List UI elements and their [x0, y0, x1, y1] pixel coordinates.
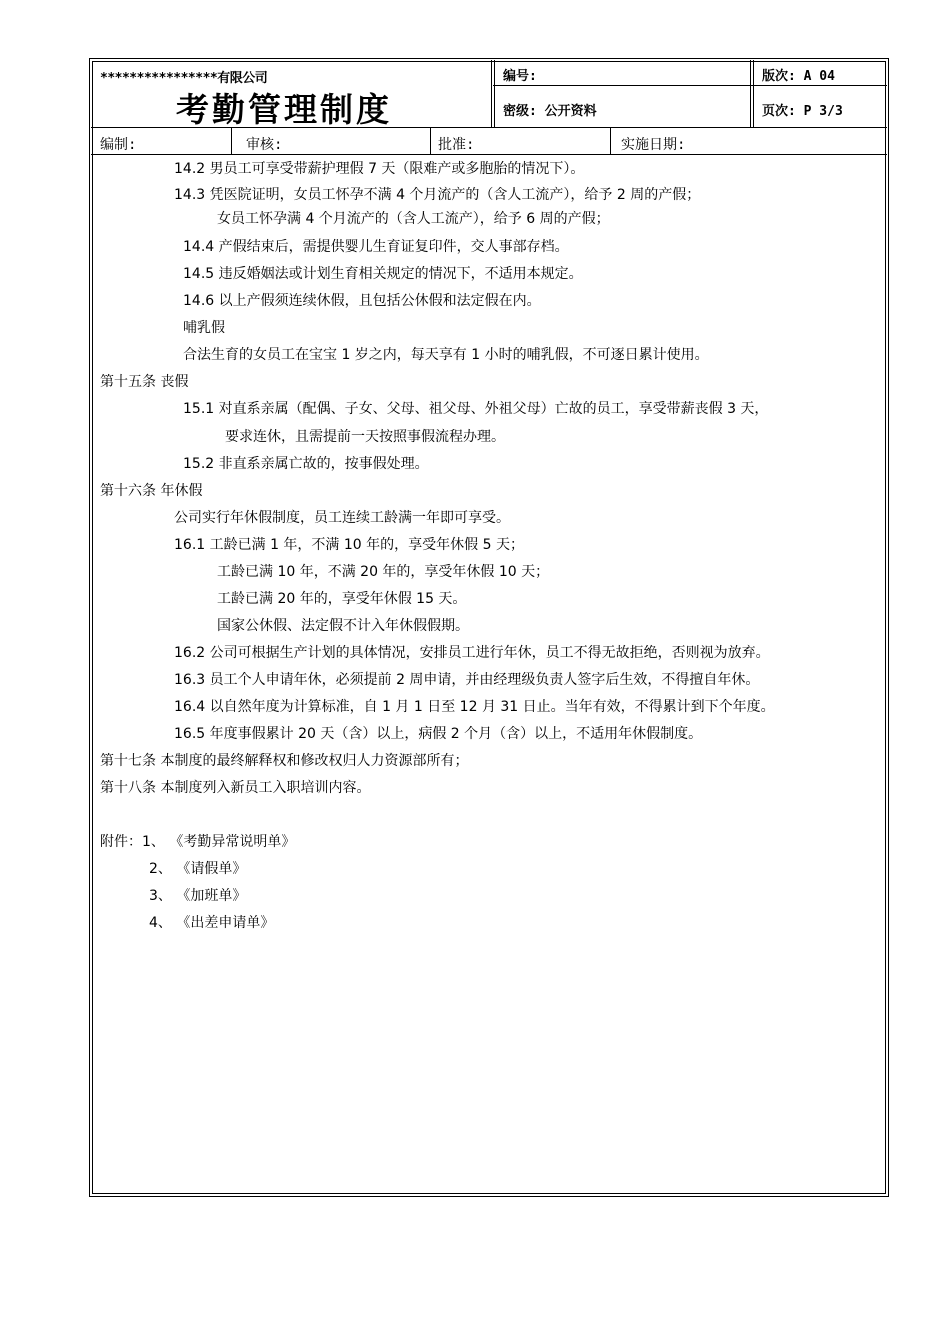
clause-14-3: 14.3 凭医院证明，女员工怀孕不满 4 个月流产的（含人工流产），给予 2 周的产假； [174, 187, 701, 203]
signature-divider-1 [231, 127, 232, 154]
doc-number-label: 编号: [503, 69, 537, 84]
header-divider-2b [753, 60, 754, 127]
reviewed-by-label: 审核: [246, 137, 283, 153]
clause-15-2: 15.2 非直系亲属亡故的，按事假处理。 [183, 456, 429, 472]
clause-14-4: 14.4 产假结束后，需提供婴儿生育证复印件，交人事部存档。 [183, 239, 569, 255]
clause-16-1-line2: 工龄已满 10 年，不满 20 年的，享受年休假 10 天； [217, 564, 550, 580]
document-title: 考勤管理制度 [176, 90, 392, 129]
approved-by-label: 批准: [438, 137, 475, 153]
attachment-2: 2、 《请假单》 [149, 861, 247, 877]
article-16-intro: 公司实行年休假制度，员工连续工龄满一年即可享受。 [174, 510, 510, 526]
clause-16-4: 16.4 以自然年度为计算标准，自 1 月 1 日至 12 月 31 日止。当年有效，不得累计到下个年度。 [174, 699, 775, 715]
clause-16-1-line3: 工龄已满 20 年的，享受年休假 15 天。 [217, 591, 467, 607]
clause-15-1: 15.1 对直系亲属（配偶、子女、父母、祖父母、外祖父母）亡故的员工，享受带薪丧假 3 天， [183, 401, 769, 417]
prepared-by-label: 编制: [100, 137, 137, 153]
attachment-3: 3、 《加班单》 [149, 888, 247, 904]
article-15-heading: 第十五条 丧假 [100, 374, 189, 390]
attachment-1: 附件：1、 《考勤异常说明单》 [100, 834, 296, 850]
header-divider-1 [491, 60, 492, 127]
clause-14-2: 14.2 男员工可享受带薪护理假 7 天（限难产或多胞胎的情况下）。 [174, 161, 585, 177]
company-name: ****************有限公司 [100, 71, 268, 86]
header-divider-2 [750, 60, 751, 127]
clause-15-1-cont: 要求连休，且需提前一天按照事假流程办理。 [225, 429, 505, 445]
page-label: 页次: P 3/3 [762, 104, 843, 119]
attachment-4: 4、 《出差申请单》 [149, 915, 275, 931]
version-label: 版次: A 04 [762, 69, 835, 84]
header-divider-1b [494, 60, 495, 127]
article-16-heading: 第十六条 年休假 [100, 483, 203, 499]
nursing-leave-heading: 哺乳假 [183, 320, 225, 336]
clause-16-3: 16.3 员工个人申请年休，必须提前 2 周申请，并由经理级负责人签字后生效，不得擅自年休。 [174, 672, 760, 688]
clause-16-2: 16.2 公司可根据生产计划的具体情况，安排员工进行年休，员工不得无故拒绝，否则视为放弃。 [174, 645, 770, 661]
document-frame [89, 58, 889, 1197]
effective-date-label: 实施日期: [621, 137, 686, 153]
clause-14-5: 14.5 违反婚姻法或计划生育相关规定的情况下，不适用本规定。 [183, 266, 583, 282]
clause-16-1-line4: 国家公休假、法定假不计入年休假假期。 [217, 618, 469, 634]
article-17: 第十七条 本制度的最终解释权和修改权归人力资源部所有； [100, 753, 469, 769]
header-row-divider [493, 85, 887, 86]
clause-14-6: 14.6 以上产假须连续休假，且包括公休假和法定假在内。 [183, 293, 541, 309]
clause-16-5: 16.5 年度事假累计 20 天（含）以上，病假 2 个月（含）以上，不适用年休假制度。 [174, 726, 703, 742]
nursing-leave-text: 合法生育的女员工在宝宝 1 岁之内，每天享有 1 小时的哺乳假，不可逐日累计使用。 [183, 347, 709, 363]
clause-14-3-cont: 女员工怀孕满 4 个月流产的（含人工流产），给予 6 周的产假； [217, 211, 610, 227]
signature-divider-3 [610, 127, 611, 154]
signature-bottom-rule [91, 154, 887, 155]
signature-divider-2 [430, 127, 431, 154]
security-label: 密级: 公开资料 [503, 104, 597, 119]
article-18: 第十八条 本制度列入新员工入职培训内容。 [100, 780, 371, 796]
clause-16-1: 16.1 工龄已满 1 年，不满 10 年的，享受年休假 5 天； [174, 537, 524, 553]
document-inner-frame [92, 61, 886, 1194]
